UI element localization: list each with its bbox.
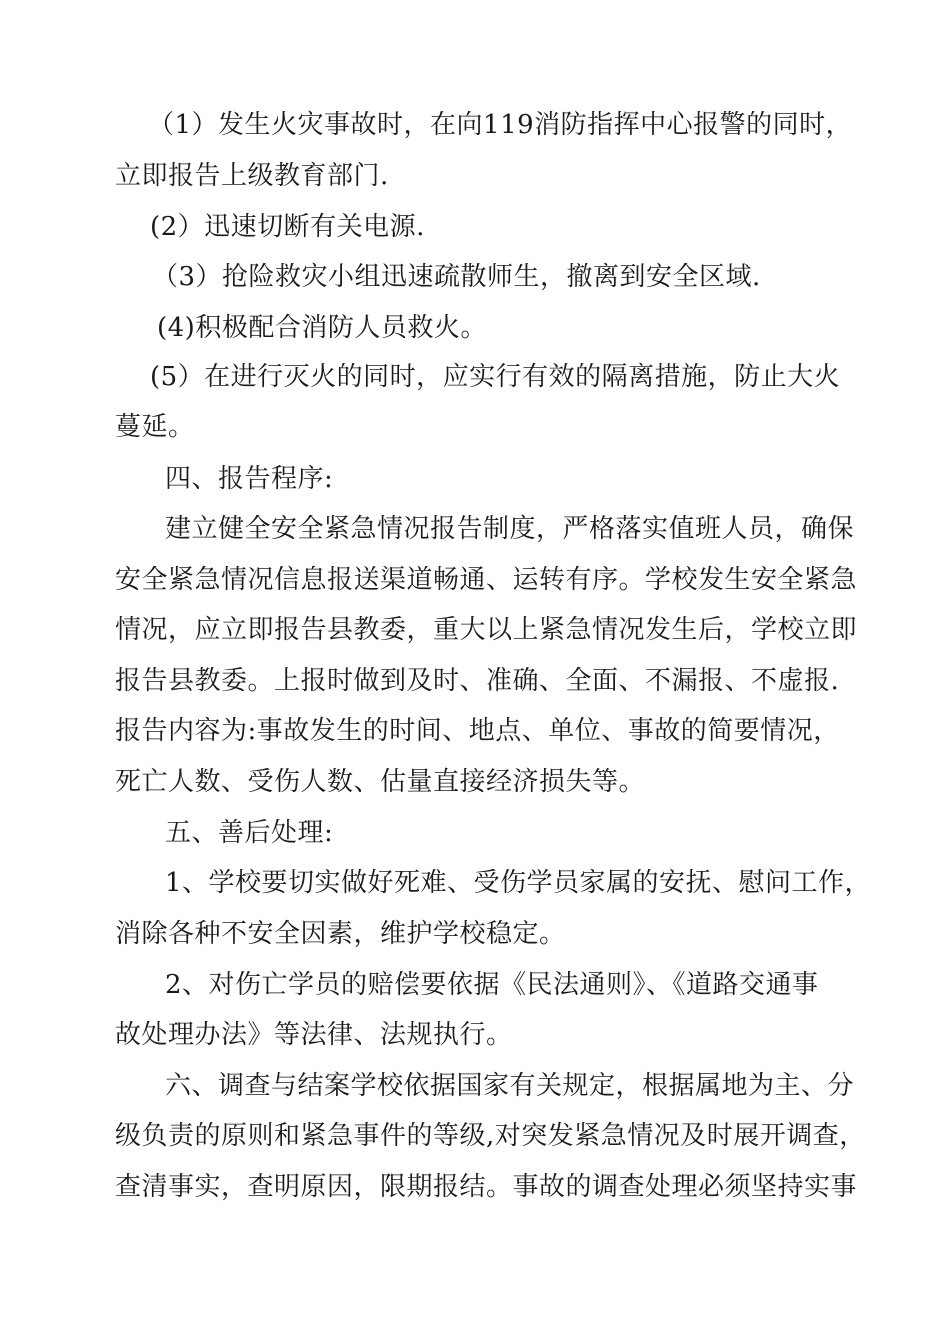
text-line: 蔓延。 <box>115 412 195 442</box>
text-line: (4)积极配合消防人员救火。 <box>157 313 487 343</box>
text-line: 级负责的原则和紧急事件的等级,对突发紧急情况及时展开调查， <box>115 1121 866 1151</box>
text-line: 安全紧急情况信息报送渠道畅通、运转有序。学校发生安全紧急 <box>115 565 858 595</box>
text-line: 故处理办法》等法律、法规执行。 <box>115 1020 513 1050</box>
text-line: 报告县教委。上报时做到及时、准确、全面、不漏报、不虚报. <box>115 666 840 696</box>
text-line: (5）在进行灭火的同时，应实行有效的隔离措施，防止大火 <box>150 362 841 392</box>
text-line: （1）发生火灾事故时，在向119消防指挥中心报警的同时， <box>148 110 853 140</box>
text-line: 1、学校要切实做好死难、受伤学员家属的安抚、慰问工作， <box>165 868 872 898</box>
text-line: 死亡人数、受伤人数、估量直接经济损失等。 <box>115 767 646 797</box>
text-line: (2）迅速切断有关电源. <box>150 212 425 242</box>
text-line: 六、调查与结案学校依据国家有关规定，根据属地为主、分 <box>165 1071 855 1101</box>
section-heading: 五、善后处理: <box>165 818 334 848</box>
text-line: 查清事实，查明原因，限期报结。事故的调查处理必须坚持实事 <box>115 1172 858 1202</box>
text-line: 立即报告上级教育部门. <box>115 161 389 191</box>
text-line: 情况，应立即报告县教委，重大以上紧急情况发生后，学校立即 <box>115 615 858 645</box>
text-line: 2、对伤亡学员的赔偿要依据《民法通则》、《道路交通事 <box>165 970 819 1000</box>
text-line: 建立健全安全紧急情况报告制度，严格落实值班人员，确保 <box>165 514 855 544</box>
text-line: 消除各种不安全因素，维护学校稳定。 <box>115 919 566 949</box>
text-line: 报告内容为:事故发生的时间、地点、单位、事故的简要情况， <box>115 716 840 746</box>
section-heading: 四、报告程序: <box>165 464 334 494</box>
text-line: （3）抢险救灾小组迅速疏散师生，撤离到安全区域. <box>152 262 761 292</box>
